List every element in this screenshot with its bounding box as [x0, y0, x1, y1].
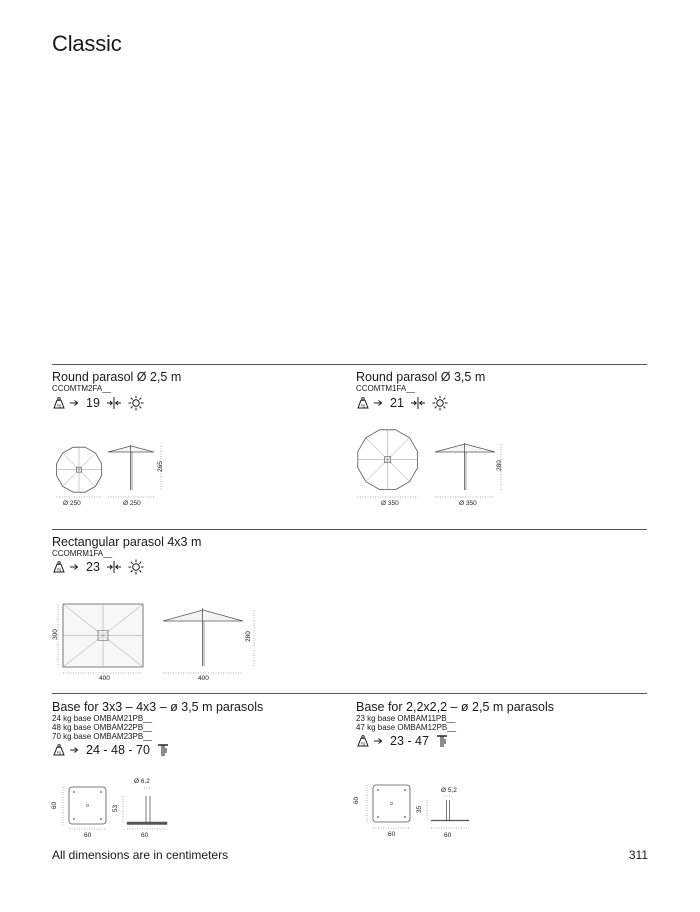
dimension-label: 35 — [416, 805, 424, 814]
dimension-label: 60 — [141, 832, 149, 839]
product-spec-row — [52, 395, 144, 411]
sun-icon — [128, 559, 144, 575]
product-code: 70 kg base OMBAM23PB__ — [52, 732, 153, 741]
product-code: CCOMTM1FA__ — [356, 384, 416, 393]
dimension-label: 265 — [156, 461, 164, 472]
dimension-label: Ø 350 — [381, 500, 399, 507]
weight-value: 24 - 48 - 70 — [86, 743, 150, 757]
product-name: Base for 2,2x2,2 – ø 2,5 m parasols — [356, 700, 555, 714]
dimension-label: 60 — [444, 832, 452, 839]
product-code: CCOMTM2FA__ — [52, 384, 112, 393]
arrow-right-icon — [69, 399, 79, 407]
dimension-label: Ø 350 — [459, 500, 477, 507]
product-spec-row — [52, 743, 170, 757]
product-name: Round parasol Ø 2,5 m — [52, 370, 182, 384]
dimension-label: 60 — [388, 831, 396, 838]
dimension-label: Ø 250 — [123, 500, 141, 507]
product-code: 24 kg base OMBAM21PB__ — [52, 714, 153, 723]
page-number: 311 — [628, 848, 648, 862]
weight-value: 23 - 47 — [390, 734, 429, 748]
weight-kg-icon — [356, 735, 370, 747]
product-code: 48 kg base OMBAM22PB__ — [52, 723, 153, 732]
dimension-label: 280 — [244, 631, 252, 642]
product-spec-row — [356, 395, 448, 411]
product-name: Base for 3x3 – 4x3 – ø 3,5 m parasols — [52, 700, 264, 714]
base-pole-icon — [156, 743, 170, 757]
base-side-view — [120, 780, 170, 832]
dimension-label: 400 — [198, 675, 209, 682]
parasol-top-view — [350, 425, 425, 500]
product-code: 47 kg base OMBAM12PB__ — [356, 723, 457, 732]
parasol-top-view — [50, 440, 110, 500]
arrow-right-icon — [373, 399, 383, 407]
product-code: CCOMRM1FA__ — [52, 549, 113, 558]
dimension-label: Ø 6,2 — [134, 778, 150, 785]
weight-kg-icon — [52, 744, 66, 756]
parasol-top-view — [55, 600, 150, 678]
dimension-label: 60 — [84, 832, 92, 839]
weight-value: 23 — [86, 560, 100, 574]
base-top-view — [60, 780, 110, 832]
section-divider — [52, 364, 647, 365]
product-spec-row — [356, 734, 449, 748]
weight-kg-icon — [52, 561, 66, 573]
dimension-label: 400 — [99, 675, 110, 682]
sun-icon — [128, 395, 144, 411]
dimension-label: 60 — [51, 801, 59, 810]
product-spec-row — [52, 559, 144, 575]
base-top-view — [364, 778, 414, 830]
page-title: Classic — [52, 31, 122, 56]
dimension-label: Ø 250 — [63, 500, 81, 507]
dimension-label: 280 — [495, 460, 503, 471]
product-name: Rectangular parasol 4x3 m — [52, 535, 202, 549]
tilt-icon — [106, 396, 122, 410]
product-name: Round parasol Ø 3,5 m — [356, 370, 486, 384]
tilt-icon — [410, 396, 426, 410]
dimension-label: Ø 5,2 — [441, 787, 457, 794]
section-divider — [52, 693, 647, 694]
weight-value: 19 — [86, 396, 100, 410]
dimension-label: 53 — [112, 804, 120, 813]
footer-note: All dimensions are in centimeters — [52, 848, 229, 862]
arrow-right-icon — [373, 737, 383, 745]
arrow-right-icon — [69, 563, 79, 571]
weight-kg-icon — [52, 397, 66, 409]
product-code: 23 kg base OMBAM11PB__ — [356, 714, 456, 723]
base-pole-icon — [435, 734, 449, 748]
section-divider — [52, 529, 647, 530]
tilt-icon — [106, 560, 122, 574]
weight-value: 21 — [390, 396, 404, 410]
dimension-label: 300 — [51, 629, 59, 640]
dimension-label: 60 — [353, 796, 361, 805]
weight-kg-icon — [356, 397, 370, 409]
sun-icon — [432, 395, 448, 411]
arrow-right-icon — [69, 746, 79, 754]
